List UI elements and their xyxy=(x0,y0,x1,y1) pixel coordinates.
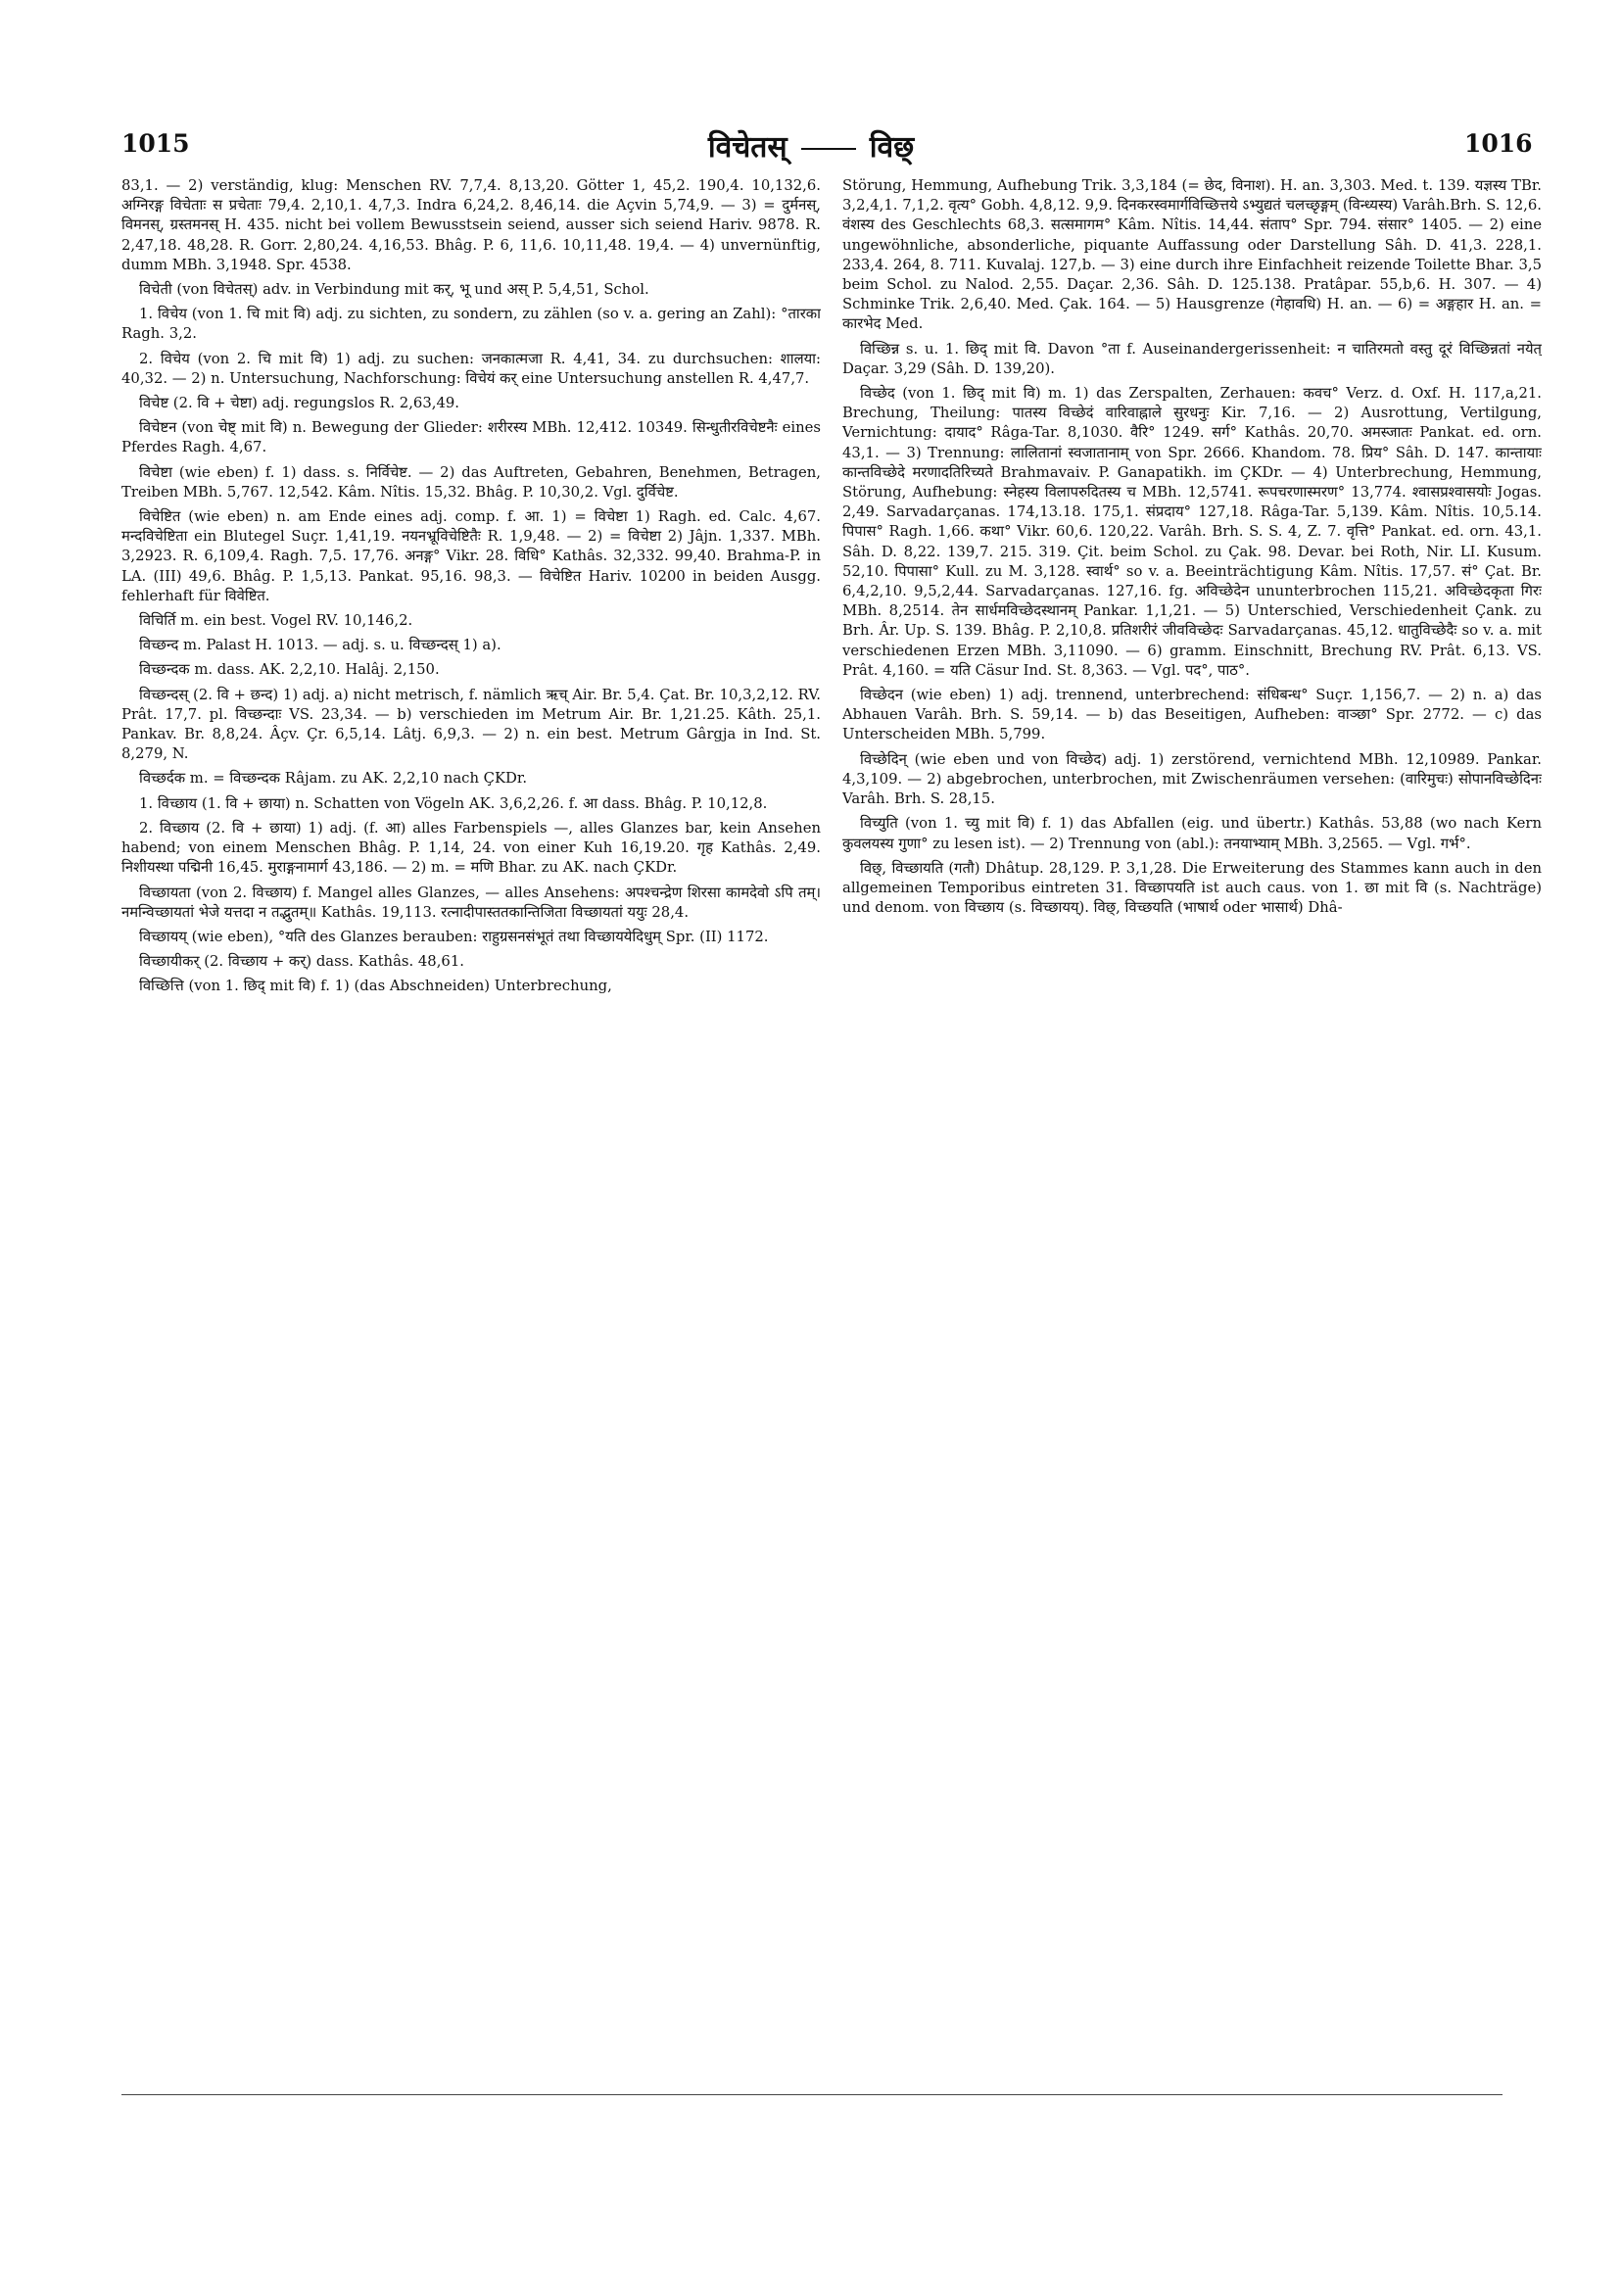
head-dash xyxy=(801,148,856,150)
running-head xyxy=(0,125,1622,166)
entry: विच्छर्दक m. = विच्छन्दक Râjam. zu AK. 2,2,10 nach ÇKDr. xyxy=(139,770,528,788)
entry: विचिर्ति m. ein best. Vogel RV. 10,146,2. xyxy=(139,612,413,630)
entry: विच्छन्दक m. dass. AK. 2,2,10. Halâj. 2,150. xyxy=(139,661,440,679)
entry: विच्छित्ति (von 1. छिद् mit वि) f. 1) (das Abschneiden) Unterbrechung, xyxy=(139,978,612,995)
entry: विचेष्टन (von चेष्ट् mit वि) n. Bewegung der Glieder: शरीरस्य MBh. 12,412. 10349. सिन्धुतीरविचेष्टनैः eines Pferdes Ragh. 4,67. xyxy=(121,419,821,456)
entry: विच्छेदन (wie eben) 1) adj. trennend, unterbrechend: संधिबन्ध° Suçr. 1,156,7. — 2) n. a) das Abhauen Varâh. Brh. S. 59,14. — b) das Beseitigen, Aufheben: वाञ्छा° Spr. 2772. — c) das Unterscheiden MBh. 5,799. xyxy=(842,687,1542,743)
entry: विचेष्टित (wie eben) n. am Ende eines adj. comp. f. आ. 1) = विचेष्टा 1) Ragh. ed. Calc. 4,67. मन्दविचेष्टिता ein Blutegel Suçr. 1,41,19. नयनभ्रूविचेष्टितैः R. 1,9,48. — 2) = विचेष्टा 2) Jâjn. 1,337. MBh. 3,2923. R. 6,109,4. Ragh. 7,5. 17,76. अनङ्ग° Vikr. 28. विधि° Kathâs. 32,332. 99,40. Brahma-P. in LA. (III) 49,6. Bhâg. P. 1,5,13. Pankat. 95,16. 98,3. — विचेष्टित Hariv. 10200 in beiden Ausgg. fehlerhaft für विवेष्टित. xyxy=(121,508,821,604)
entry: 1. विचेय (von 1. चि mit वि) adj. zu sichten, zu sondern, zu zählen (so v. a. gering an Zahl): °तारका Ragh. 3,2. xyxy=(121,306,821,343)
entry: विच्छन्दस् (2. वि + छन्द) 1) adj. a) nicht metrisch, f. nämlich ऋच् Air. Br. 5,4. Çat. Br. 10,3,2,12. RV. Prât. 17,7. pl. विच्छन्दाः VS. 23,34. — b) verschieden im Metrum Air. Br. 1,21.25. Kâth. 25,1. Pankav. Br. 8,8,24. Âçv. Çr. 6,5,14. Lâtj. 6,9,3. — 2) n. ein best. Metrum Gârgja in Ind. St. 8,279, N. xyxy=(121,686,821,763)
footer-rule xyxy=(121,2094,1503,2095)
entry: 2. विचेय (von 2. चि mit वि) 1) adj. zu suchen: जनकात्मजा R. 4,41, 34. zu durchsuchen: शालया: 40,32. — 2) n. Untersuchung, Nachforschung: विचेयं कर् eine Untersuchung anstellen R. 4,47,7. xyxy=(121,350,821,387)
entry: विचेष्ट (2. वि + चेष्टा) adj. regungslos R. 2,63,49. xyxy=(139,395,459,412)
entry: विचेती (von विचेतस्) adv. in Verbindung mit कर्, भू und अस् P. 5,4,51, Schol. xyxy=(139,281,649,299)
right-column xyxy=(842,176,1542,2057)
entry: विछ्, विच्छायति (गतौ) Dhâtup. 28,129. P. 3,1,28. Die Erweiterung des Stammes kann auch in den allgemeinen Temporibus eintreten 31. विच्छापयति ist auch caus. von 1. छा mit वि (s. Nachträge) und denom. von विच्छाय (s. विच्छायय्). विछ्, विच्छयति (भाषार्थ oder भासार्थ) Dhâ- xyxy=(842,859,1542,917)
entry: विच्युति (von 1. च्यु mit वि) f. 1) das Abfallen (eig. und übertr.) Kathâs. 53,88 (wo nach Kern कुवलयस्य गुणा° zu lesen ist). — 2) Trennung von (abl.): तनयाभ्याम् MBh. 3,2565. — Vgl. गर्भ°. xyxy=(842,815,1542,852)
entry: विच्छन्द m. Palast H. 1013. — adj. s. u. विच्छन्दस् 1) a). xyxy=(139,637,501,654)
entry: विच्छेदिन् (wie eben und von विच्छेद) adj. 1) zerstörend, vernichtend MBh. 12,10989. Pankar. 4,3,109. — 2) abgebrochen, unterbrochen, mit Zwischenräumen versehen: (वारिमुचः) सोपानविच्छेदिनः Varâh. Brh. S. 28,15. xyxy=(842,750,1542,808)
entry: 1. विच्छाय (1. वि + छाया) n. Schatten von Vögeln AK. 3,6,2,26. f. आ dass. Bhâg. P. 10,12,8. xyxy=(139,794,768,812)
page-number-right: 1016 xyxy=(1464,129,1533,158)
entry: विचेष्टा (wie eben) f. 1) dass. s. निर्विचेष्ट. — 2) das Auftreten, Gebahren, Benehmen, Betragen, Treiben MBh. 5,767. 12,542. Kâm. Nîtis. 15,32. Bhâg. P. 10,30,2. Vgl. दुर्विचेष्ट. xyxy=(121,463,821,501)
entry: Störung, Hemmung, Aufhebung Trik. 3,3,184 (= छेद, विनाश). H. an. 3,303. Med. t. 139. यज्ञस्य TBr. 3,2,4,1. 7,1,2. वृत्य° Gobh. 4,8,12. 9,9. दिनकरस्वमार्गविच्छित्तये ऽभ्युद्यतं चलच्छृङ्गम् (विन्ध्यस्य) Varâh.Brh. S. 12,6. वंशस्य des Geschlechts 68,3. सत्समागम° Kâm. Nîtis. 14,44. संताप° Spr. 794. संसार° 1405. — 2) eine ungewöhnliche, absonderliche, piquante Auffassung oder Darstellung Sâh. D. 41,3. 228,1. 233,4. 264, 8. 711. Kuvalaj. 127,b. — 3) eine durch ihre Einfachheit reizende Toilette Bhar. 3,5 beim Schol. zu Nalod. 2,55. Daçar. 2,36. Sâh. D. 125.138. Pratâpar. 55,b,6. H. 307. — 4) Schminke Trik. 2,6,40. Med. Çak. 164. — 5) Hausgrenze (गेहावधि) H. an. — 6) = अङ्गहार H. an. = कारभेद Med. xyxy=(842,177,1542,333)
left-column xyxy=(121,176,821,2057)
entry: विच्छायता (von 2. विच्छाय) f. Mangel alles Glanzes, — alles Ansehens: अपश्चन्द्रेण शिरसा कामदेवो ऽपि तम्। नमन्विच्छायतां भेजे यत्तदा न तद्भुतम्॥ Kathâs. 19,113. रत्नादीपास्ततकान्तिजिता विच्छायतां ययुः 28,4. xyxy=(121,884,821,921)
headword-left: विचेतस् xyxy=(707,130,787,165)
page-number-left: 1015 xyxy=(121,129,190,158)
entry: विच्छेद (von 1. छिद् mit वि) m. 1) das Zerspalten, Zerhauen: कवच° Verz. d. Oxf. H. 117,a,21. Brechung, Theilung: पातस्य विच्छेदं वारिवाह्नाले सुरधनुः Kir. 7,16. — 2) Ausrottung, Vertilgung, Vernichtung: दायाद° Râga-Tar. 8,1030. वैरि° 1249. सर्ग° Kathâs. 20,70. अमस्जातः Pankat. ed. orn. 43,1. — 3) Trennung: लालितानां स्वजातानाम् von Spr. 2666. Khandom. 78. प्रिय° Sâh. D. 147. कान्तायाः कान्तविच्छेदे मरणादतिरिच्यते Brahmavaiv. P. Ganapatikh. im ÇKDr. — 4) Unterbrechung, Hemmung, Störung, Aufhebung: स्नेहस्य विलापरुदितस्य च MBh. 12,5741. रूपचरणास्मरण° 13,774. श्वासप्रश्वासयोः Jogas. 2,49. Sarvadarçanas. 174,13.18. 175,1. संप्रदाय° 127,18. Râga-Tar. 5,139. Kâm. Nîtis. 10,5.14. पिपास° Ragh. 1,66. कथा° Vikr. 60,6. 120,22. Varâh. Brh. S. S. 4, Z. 7. वृत्ति° Pankat. ed. orn. 43,1. Sâh. D. 8,22. 139,7. 215. 319. Çit. beim Schol. zu Çak. 98. Devar. bei Roth, Nir. LI. Kusum. 52,10. पिपासा° Kull. zu M. 3,128. स्वार्थ° so v. a. Beeinträchtigung Kâm. Nîtis. 17,57. सं° Çat. Br. 6,4,2,10. 9,5,2,44. Sarvadarçanas. 127,16. fg. अविच्छेदेन ununterbrochen 115,21. अविच्छेदकृता गिरः MBh. 8,2514. तेन सार्धमविच्छेदस्थानम् Pankar. 1,1,21. — 5) Unterschied, Verschiedenheit Çank. zu Brh. Âr. Up. S. 139. Bhâg. P. 2,10,8. प्रतिशरीरं जीवविच्छेदः Sarvadarçanas. 45,12. धातुविच्छेदैः so v. a. mit verschiedenen Erzen MBh. 3,11090. — 6) gramm. Einschnitt, Brechung RV. Prât. 6,13. VS. Prât. 4,160. = यति Cäsur Ind. St. 8,363. — Vgl. पद°, पाठ°. xyxy=(842,385,1542,679)
entry: विच्छायीकर् (2. विच्छाय + कर्) dass. Kathâs. 48,61. xyxy=(139,953,464,971)
headword-right: विछ् xyxy=(869,130,915,165)
entry: 2. विच्छाय (2. वि + छाया) 1) adj. (f. आ) alles Farbenspiels —, alles Glanzes bar, kein Ansehen habend; von einem Menschen Bhâg. P. 1,14, 24. von einer Kuh 16,19.20. गृह Kathâs. 2,49. निशीयस्था पद्मिनी 16,45. मुराङ्गनामार्ग 43,186. — 2) m. = मणि Bhar. zu AK. nach ÇKDr. xyxy=(121,819,821,877)
entry: विच्छिन्न s. u. 1. छिद् mit वि. Davon °ता f. Auseinandergerissenheit: न चातिरमतो वस्तु दूरं विच्छिन्नतां नयेत् Daçar. 3,29 (Sâh. D. 139,20). xyxy=(842,340,1542,377)
entry: 83,1. — 2) verständig, klug: Menschen RV. 7,7,4. 8,13,20. Götter 1, 45,2. 190,4. 10,132,6. अग्निरङ्ग विचेताः स प्रचेताः 79,4. 2,10,1. 4,7,3. Indra 6,24,2. 8,46,14. die Açvin 5,74,9. — 3) = दुर्मनस्, विमनस्, ग्रस्तमनस् H. 435. nicht bei vollem Bewusstsein seiend, ausser sich seiend Hariv. 9878. R. 2,47,18. 48,28. R. Gorr. 2,80,24. 4,16,53. Bhâg. P. 6, 11,6. 10,11,48. 19,4. — 4) unvernünftig, dumm MBh. 3,1948. Spr. 4538. xyxy=(121,177,821,273)
entry: विच्छायय् (wie eben), °यति des Glanzes berauben: राहुग्रसनसंभूतं तथा विच्छाययेदिधुम् Spr. (II) 1172. xyxy=(139,928,769,945)
